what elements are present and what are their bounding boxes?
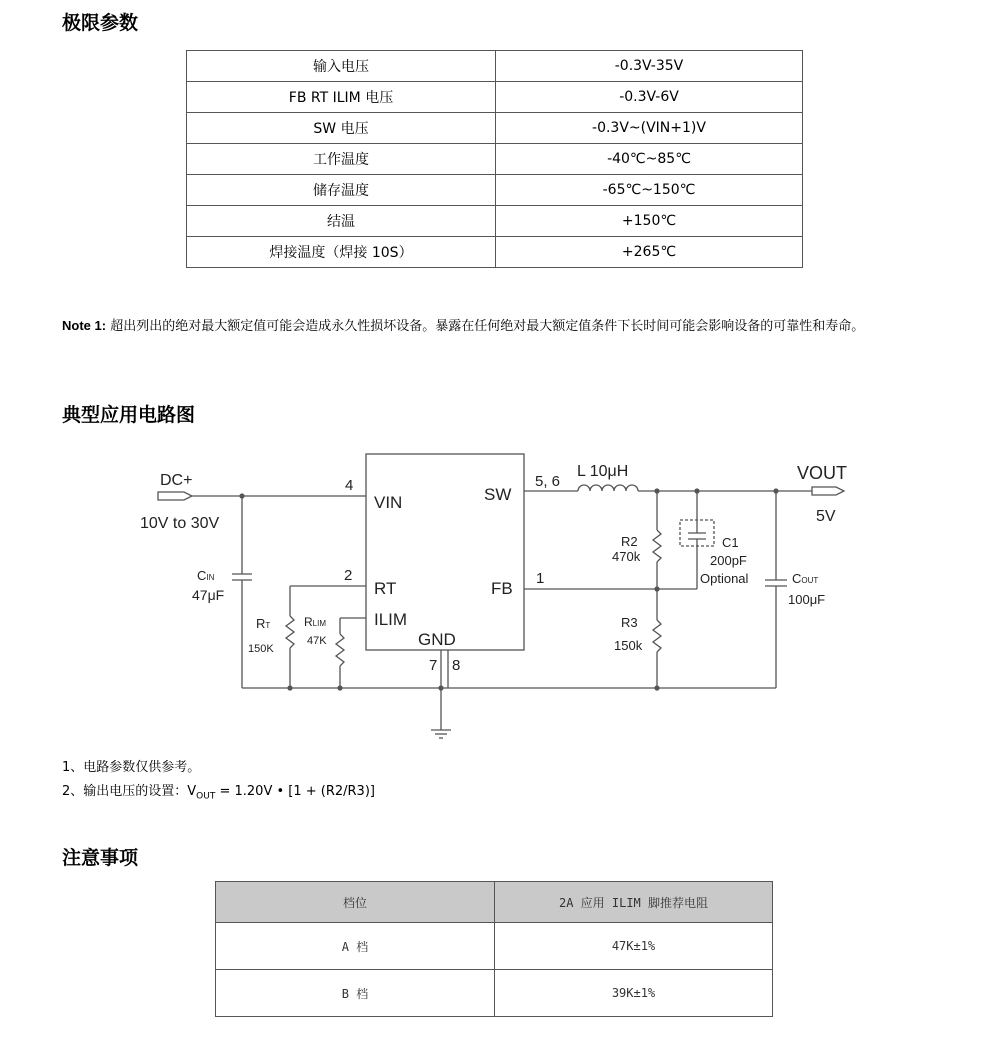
junction-dot xyxy=(438,685,443,690)
r3-value: 150k xyxy=(614,638,643,653)
ilim-pin-label: ILIM xyxy=(374,610,408,629)
fb-pin-label: FB xyxy=(491,579,513,598)
junction-dot xyxy=(773,488,778,493)
rlim-label: RLIM xyxy=(304,615,327,629)
note-1 xyxy=(62,315,922,338)
junction-dot xyxy=(239,493,244,498)
r3-label: R3 xyxy=(621,615,638,630)
output-connector-icon xyxy=(812,487,844,495)
value-cell: -40℃~85℃ xyxy=(496,144,803,175)
table-row xyxy=(187,144,803,175)
value-cell: +150℃ xyxy=(496,206,803,237)
param-cell: FB RT ILIM 电压 xyxy=(187,82,496,113)
junction-dot xyxy=(654,488,659,493)
cin-value: 47μF xyxy=(192,587,225,603)
vin-range-label: 10V to 30V xyxy=(140,515,220,532)
junction-dot xyxy=(337,685,342,690)
rt-label: RT xyxy=(256,616,271,631)
footnote-2: 2、输出电压的设置：$V_{OUT} = 1.20V$ • [1 + (R2/R3)] xyxy=(62,784,375,802)
application-circuit-diagram xyxy=(120,448,880,748)
gnd-pin-label: GND xyxy=(418,630,456,649)
inductor-label: L 10μH xyxy=(577,463,629,480)
table-header-row xyxy=(216,882,773,923)
limits-table xyxy=(186,50,803,268)
section-title-limits: 极限参数 xyxy=(62,12,139,34)
r2-label: R2 xyxy=(621,534,638,549)
section-title-circuit: 典型应用电路图 xyxy=(62,404,196,426)
table-row xyxy=(187,175,803,206)
column-header: 2A 应用 ILIM 脚推荐电阻 xyxy=(495,882,773,923)
rt-pin-label: RT xyxy=(374,579,397,598)
pin-2-label: 2 xyxy=(344,567,353,584)
vout-value: 5V xyxy=(816,508,836,525)
c1-label: C1 xyxy=(722,535,739,550)
cout-value: 100μF xyxy=(788,592,826,607)
rt-resistor-symbol xyxy=(286,616,294,648)
resistor-cell: 47K±1% xyxy=(495,923,773,970)
value-cell: -65℃~150℃ xyxy=(496,175,803,206)
param-cell: 输入电压 xyxy=(187,51,496,82)
section-title-notes: 注意事项 xyxy=(62,847,139,869)
column-header: 档位 xyxy=(216,882,495,923)
rlim-resistor-symbol xyxy=(336,634,344,666)
pin-8-label: 8 xyxy=(452,657,461,674)
value-cell: +265℃ xyxy=(496,237,803,268)
resistor-cell: 39K±1% xyxy=(495,970,773,1017)
pin-1-label: 1 xyxy=(536,570,545,587)
table-row xyxy=(187,51,803,82)
c1-value: 200pF xyxy=(710,553,747,568)
rt-value: 150K xyxy=(248,643,274,655)
cout-label: COUT xyxy=(792,571,819,586)
input-connector-icon xyxy=(158,492,192,500)
pin-4-label: 4 xyxy=(345,477,354,494)
table-row xyxy=(187,113,803,144)
sw-pin-label: SW xyxy=(484,485,512,504)
value-cell: -0.3V-35V xyxy=(496,51,803,82)
param-cell: 储存温度 xyxy=(187,175,496,206)
r3-resistor-symbol xyxy=(653,620,661,652)
grade-cell: A 档 xyxy=(216,923,495,970)
r2-resistor-symbol xyxy=(653,530,661,562)
table-row xyxy=(187,206,803,237)
vin-pin-label: VIN xyxy=(374,493,403,512)
junction-dot xyxy=(654,685,659,690)
r2-value: 470k xyxy=(612,549,641,564)
pin-5-6-label: 5, 6 xyxy=(535,473,561,490)
value-cell: -0.3V~(VIN+1)V xyxy=(496,113,803,144)
inductor-symbol xyxy=(578,485,638,491)
param-cell: 焊接温度（焊接 10S） xyxy=(187,237,496,268)
table-row xyxy=(187,237,803,268)
note-label: Note 1: xyxy=(62,318,107,333)
junction-dot xyxy=(287,685,292,690)
junction-dot xyxy=(694,488,699,493)
grade-cell: B 档 xyxy=(216,970,495,1017)
junction-dot xyxy=(654,586,659,591)
param-cell: SW 电压 xyxy=(187,113,496,144)
vout-label: VOUT xyxy=(797,463,848,483)
table-row xyxy=(187,82,803,113)
param-cell: 工作温度 xyxy=(187,144,496,175)
rlim-value: 47K xyxy=(307,635,327,647)
note-text: 超出列出的绝对最大额定值可能会造成永久性损坏设备。暴露在任何绝对最大额定值条件下长时间可能会影响设备的可靠性和寿命。 xyxy=(110,319,865,334)
c1-optional: Optional xyxy=(700,571,749,586)
table-row xyxy=(216,923,773,970)
dc-in-label: DC+ xyxy=(160,472,193,489)
notes-table xyxy=(215,881,773,1017)
pin-7-label: 7 xyxy=(429,657,438,674)
param-cell: 结温 xyxy=(187,206,496,237)
value-cell: -0.3V-6V xyxy=(496,82,803,113)
cin-label: CIN xyxy=(197,568,215,583)
footnote-1: 1、电路参数仅供参考。 xyxy=(62,760,201,775)
table-row xyxy=(216,970,773,1017)
